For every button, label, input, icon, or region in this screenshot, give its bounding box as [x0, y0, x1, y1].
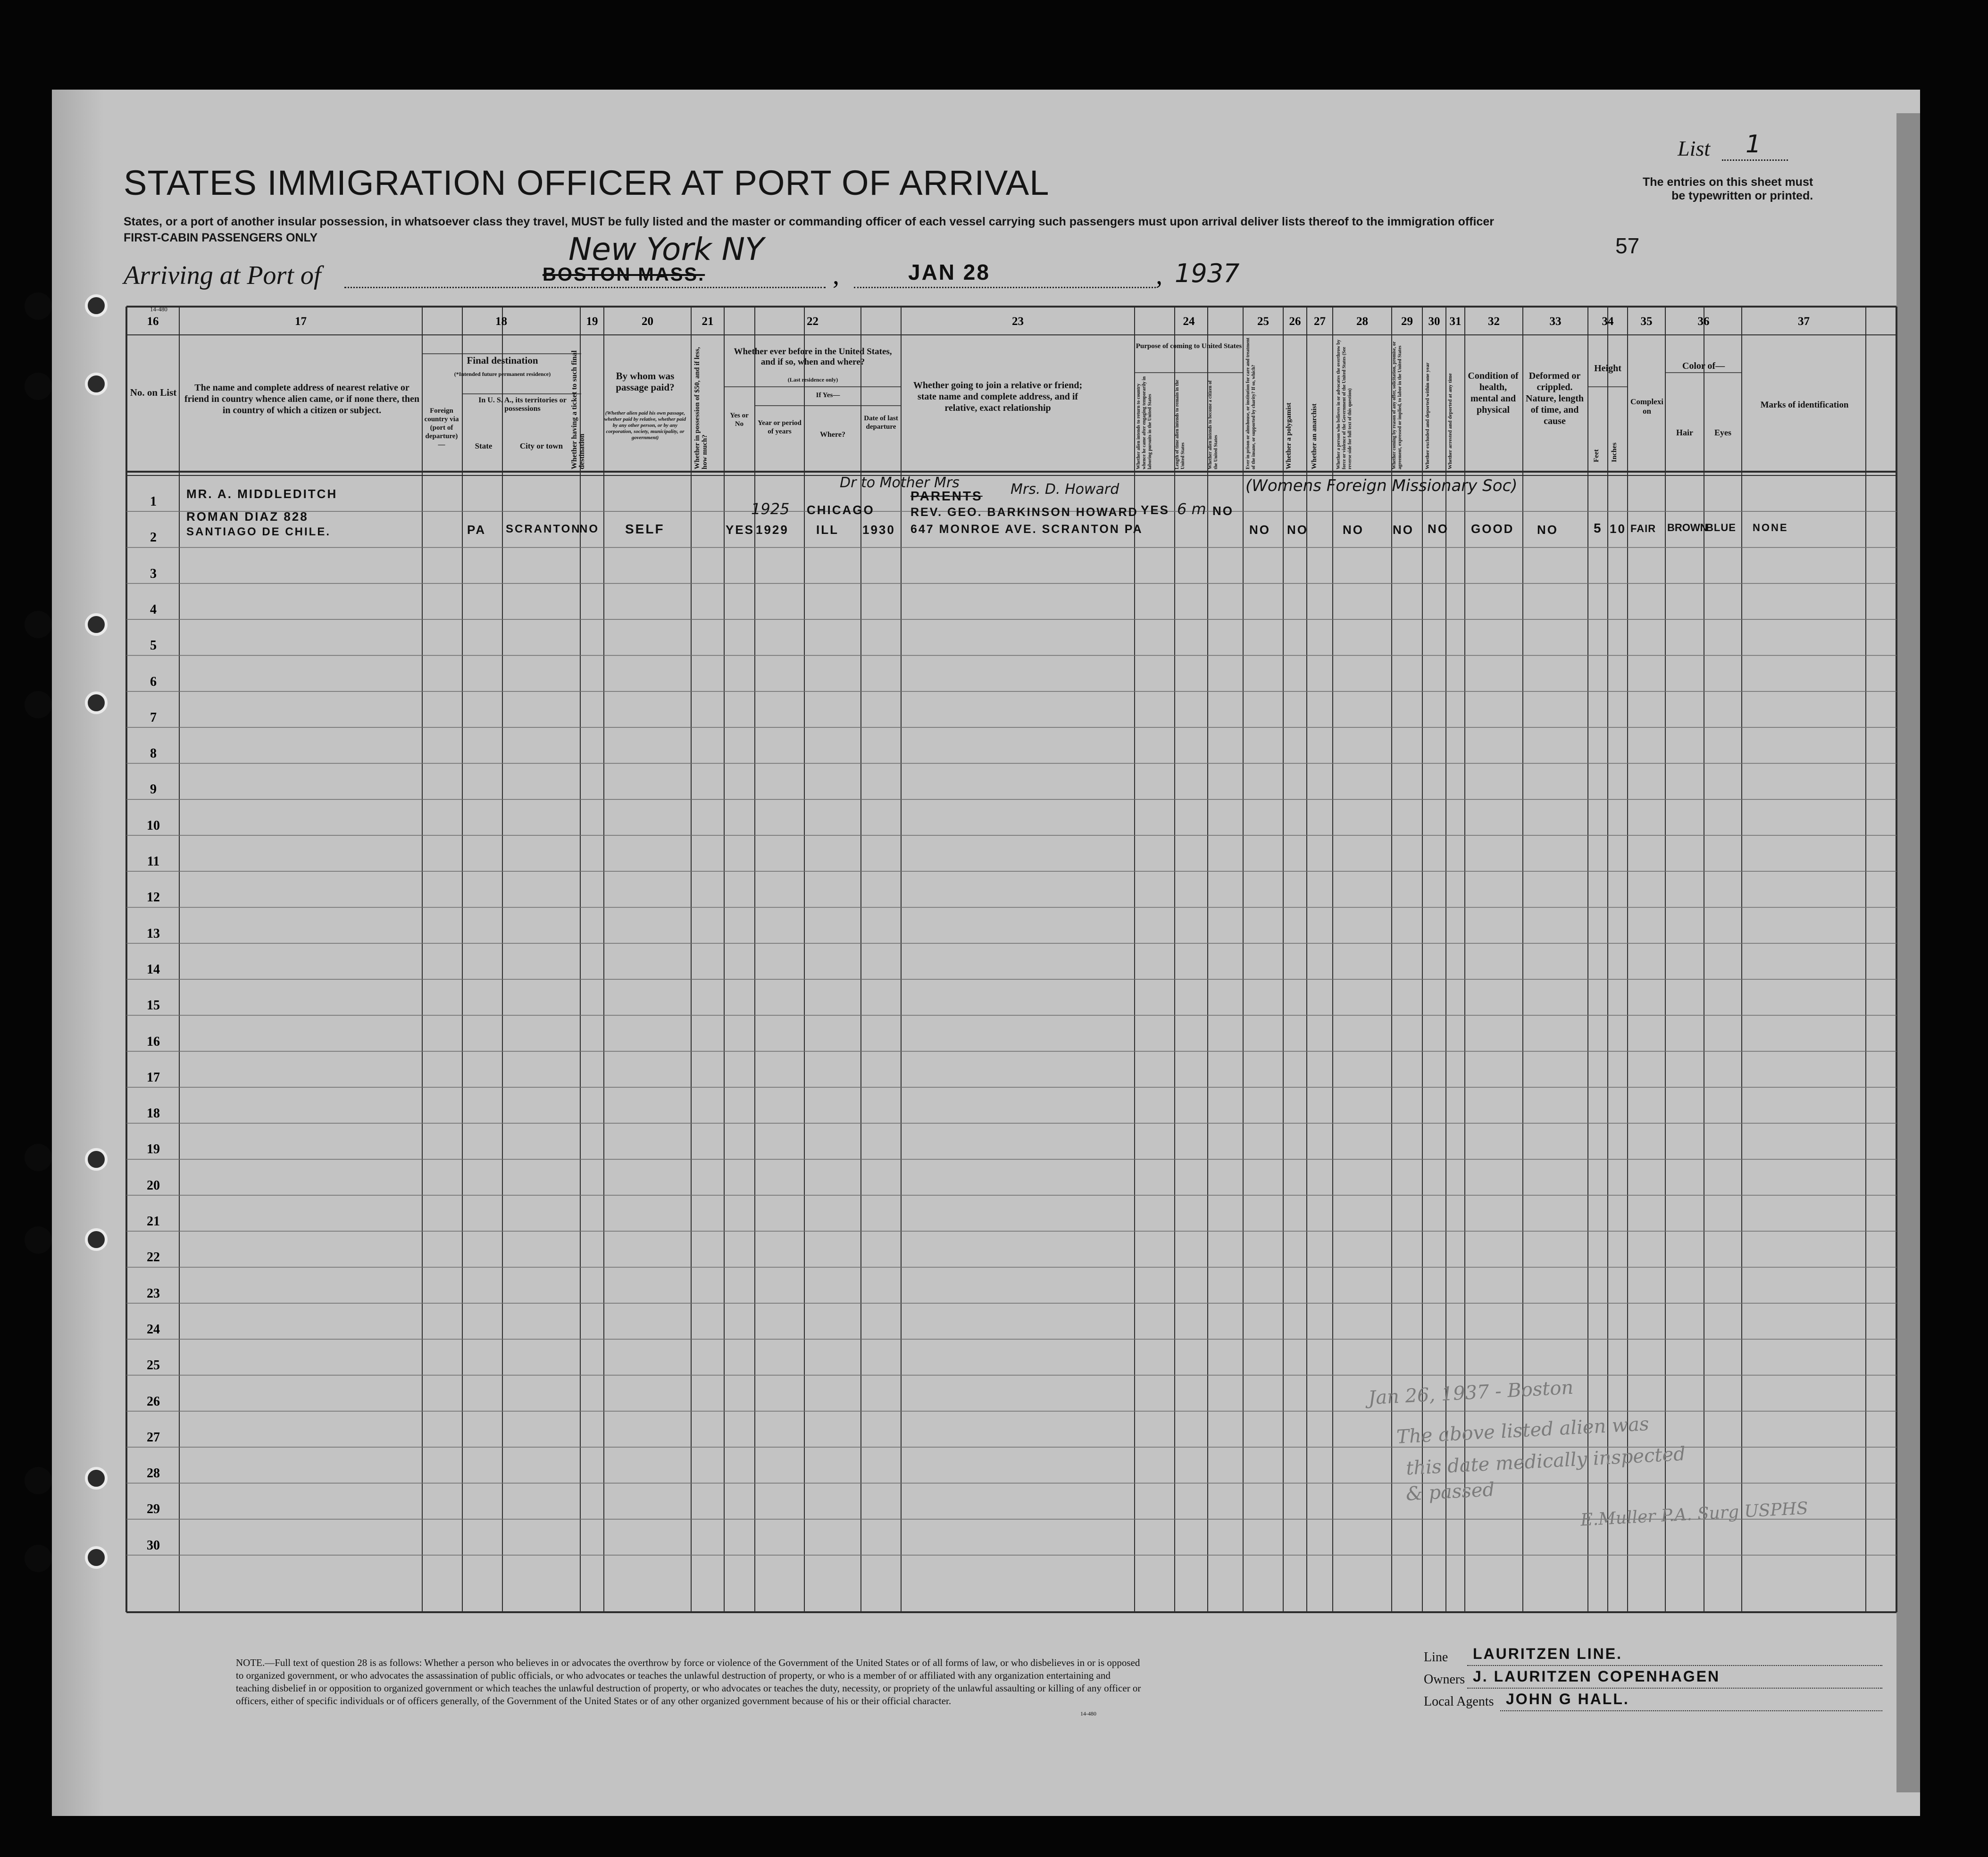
header-hair: Hair	[1676, 428, 1693, 437]
line-value: LAURITZEN LINE.	[1473, 1645, 1622, 1662]
header-nearest-relative: The name and complete address of nearest relative or friend in country whence alien came, or if none there, then in country of which a citizen or subject.	[184, 383, 420, 416]
column-number: 25	[1257, 315, 1269, 328]
dest-state: PA	[467, 523, 486, 537]
eyes-value: BLUE	[1706, 522, 1736, 533]
form-code-top: 14-480	[150, 306, 167, 313]
header-final-destination: Final destination	[467, 355, 538, 366]
port-typed-crossed: BOSTON MASS.	[543, 264, 705, 285]
inspection-line-3: this date medically inspected	[1405, 1443, 1686, 1480]
row-number: 6	[150, 674, 157, 689]
header-inches: Inches	[1611, 442, 1618, 462]
years-first: 1925	[751, 500, 790, 518]
complexion-value: FAIR	[1630, 523, 1656, 534]
header-final-destination-sub: (*Intended future permanent residence)	[454, 371, 551, 377]
join-handwritten: Dr to Mother Mrs	[840, 475, 960, 491]
citizen-value: NO	[1212, 504, 1234, 518]
return-value: YES	[1141, 503, 1170, 517]
year-comma: ,	[1156, 261, 1162, 290]
header-labor: Whether coming by reason of any offer, solicitation, promise, or agreement, expressed or implied, to labor in the United States	[1392, 341, 1403, 469]
instructions-text: States, or a port of another insular possession, in whatsoever class they travel, MUST be fully listed and the master or commanding officer of each vessel carrying such passengers must upon arrival deliver lists thereof to the immigration officer	[124, 215, 1494, 228]
column-number: 37	[1798, 315, 1810, 328]
header-complexion: Complexion	[1630, 397, 1663, 416]
row-number: 1	[150, 494, 157, 509]
row-number: 25	[147, 1358, 160, 1373]
column-number: 24	[1183, 315, 1195, 328]
join-line-3: 647 MONROE AVE. SCRANTON PA	[910, 523, 1143, 536]
header-no-on-list: No. on List	[130, 387, 177, 398]
header-marks: Marks of identification	[1760, 400, 1849, 410]
header-purpose-citizen: Whether alien intends to become a citizen of the United States	[1208, 380, 1219, 469]
column-number: 34	[1602, 315, 1614, 328]
header-anarchist: Whether an anarchist	[1311, 403, 1318, 469]
polygamist-value: NO	[1287, 523, 1308, 537]
header-overthrow: Whether a person who believes in or advocates the overthrow by force or violence of the Government of the United States (See reverse side for full text of this question)	[1336, 340, 1353, 469]
page-title: STATES IMMIGRATION OFFICER AT PORT OF ARRIVAL	[124, 163, 1050, 202]
column-number: 29	[1401, 315, 1413, 328]
header-ever-before-sub: (Last residence only)	[787, 376, 838, 383]
height-feet: 5	[1594, 521, 1603, 535]
entries-note-line2: be typewritten or printed.	[1671, 189, 1813, 202]
header-if-yes: If Yes—	[816, 391, 840, 399]
row-number: 10	[147, 818, 160, 833]
header-join-relative: Whether going to join a relative or friend; state name and complete address, and if relative, exact relationship	[913, 380, 1083, 413]
column-number: 32	[1488, 315, 1500, 328]
overthrow-value: NO	[1343, 523, 1364, 537]
row-number: 19	[147, 1142, 160, 1157]
height-inches: 10	[1610, 522, 1626, 536]
row-number: 2	[150, 530, 157, 545]
agents-underline	[1500, 1710, 1882, 1711]
inspection-line-4: & passed	[1405, 1479, 1495, 1505]
row-number: 3	[150, 566, 157, 581]
row-number: 14	[147, 962, 160, 977]
row-number: 12	[147, 890, 160, 905]
header-passage-paid-sub: (Whether alien paid his own passage, whether paid by relative, whether paid by any other person, or by any corporation, society, municipality, or government)	[604, 410, 686, 441]
line-label: Line	[1424, 1650, 1448, 1665]
column-number: 17	[295, 315, 307, 328]
line-underline	[1467, 1665, 1882, 1666]
port-comma: ,	[833, 261, 839, 290]
row-number: 8	[150, 746, 157, 761]
header-health: Condition of health, mental and physical	[1468, 371, 1519, 415]
header-feet: Feet	[1593, 449, 1600, 462]
agents-value: JOHN G HALL.	[1506, 1690, 1629, 1707]
join-line-2: REV. GEO. BARKINSON HOWARD	[910, 506, 1138, 519]
header-ever-before: Whether ever before in the United States, and if so, when and where?	[734, 347, 892, 367]
prison-value: NO	[1249, 523, 1270, 537]
row-number: 5	[150, 638, 157, 653]
column-number: 30	[1428, 315, 1440, 328]
row-number: 30	[147, 1538, 160, 1553]
owners-label: Owners	[1424, 1672, 1465, 1687]
port-handwritten: New York NY	[568, 231, 764, 267]
row-number: 13	[147, 926, 160, 941]
marks-value: NONE	[1753, 522, 1788, 533]
header-passage-paid: By whom was passage paid?	[616, 370, 675, 393]
health-value: GOOD	[1471, 522, 1514, 536]
excluded-value: NO	[1428, 522, 1449, 536]
header-purpose: Purpose of coming to United States	[1136, 342, 1242, 350]
labor-value: NO	[1393, 523, 1414, 537]
row-number: 27	[147, 1430, 160, 1445]
column-number: 33	[1549, 315, 1562, 328]
where-state: ILL	[816, 523, 839, 537]
column-number: 26	[1289, 315, 1301, 328]
deformed-value: NO	[1537, 523, 1558, 537]
row-number: 24	[147, 1322, 160, 1337]
form-code-bottom: 14-480	[1080, 1710, 1096, 1717]
header-arrested: Whether arrested and deported at any time	[1447, 373, 1453, 469]
column-number: 35	[1640, 315, 1653, 328]
column-number: 21	[702, 315, 714, 328]
row-number: 23	[147, 1286, 160, 1301]
list-number: 1	[1746, 130, 1762, 158]
row-number: 7	[150, 710, 157, 725]
row-number: 22	[147, 1250, 160, 1265]
header-state: State	[475, 441, 493, 450]
header-eyes: Eyes	[1714, 428, 1731, 437]
years-second: 1929	[756, 523, 789, 537]
paid-by-value: SELF	[625, 522, 665, 536]
column-number: 16	[147, 315, 159, 328]
row-number: 16	[147, 1034, 160, 1049]
column-number: 27	[1314, 315, 1326, 328]
cabin-class-label: FIRST-CABIN PASSENGERS ONLY	[124, 231, 318, 244]
inspection-date: Jan 26, 1937 - Boston	[1368, 1376, 1574, 1409]
entries-note-line1: The entries on this sheet must	[1643, 175, 1813, 189]
row-number: 9	[150, 782, 157, 797]
arrival-year: 1937	[1175, 258, 1240, 288]
header-height: Height	[1594, 363, 1621, 374]
inspection-line-2: The above listed alien was	[1396, 1413, 1650, 1448]
header-ticket: Whether having a ticket to such final destination	[570, 350, 586, 469]
last-departure-value: 1930	[862, 523, 895, 537]
column-number: 18	[495, 315, 507, 328]
column-number: 22	[807, 315, 819, 328]
header-where: Where?	[820, 431, 845, 439]
relative-address-1: ROMAN DIAZ 828	[186, 509, 309, 524]
header-last-departure: Date of last departure	[864, 415, 898, 431]
header-year-period: Year or period of years	[758, 419, 802, 435]
header-polygamist: Whether a polygamist	[1285, 402, 1293, 469]
header-yes-no: Yes or No	[730, 412, 749, 428]
dest-city: SCRANTON	[506, 523, 581, 535]
hair-value: BROWN	[1667, 522, 1708, 533]
row-number: 17	[147, 1070, 160, 1085]
header-fifty-dollars: Whether in possession of $50, and if less, how much?	[693, 347, 709, 469]
owners-underline	[1467, 1688, 1882, 1689]
header-foreign-country: Foreign country via (port of departure)—	[424, 407, 459, 449]
row-number: 26	[147, 1394, 160, 1409]
join-parents: PARENTS	[910, 489, 983, 503]
column-number: 36	[1697, 315, 1710, 328]
row-number: 28	[147, 1466, 160, 1481]
row-number: 21	[147, 1214, 160, 1229]
header-city: City or town	[519, 441, 563, 450]
footer-note: NOTE.—Full text of question 28 is as follows: Whether a person who believes in or advocates the overthrow by force or violence of the Government of the United States or of all forms of law, or who disbelieves in or is opposed to organized government, or who advocates the assassination of public officials, or who advocates or teaches the unlawful destruction of property, or who is a member of or affiliated with any organization entertaining and teaching disbelief in or opposition to organized government or which teaches the unlawful destruction of property, or who advocates or teaches the duty, necessity, or propriety of the unlawful assaulting or killing of any officer or officers, either of specific individuals or of officers generally, of the Government of the United States or of any other organized government because of his or their official character.	[236, 1657, 1141, 1707]
list-label: List	[1678, 136, 1711, 160]
header-excluded: Whether excluded and deported within one year	[1425, 362, 1430, 469]
arriving-label: Arriving at Port of	[124, 261, 321, 290]
arrival-date: JAN 28	[908, 260, 990, 284]
row-number: 11	[147, 854, 160, 869]
agents-label: Local Agents	[1424, 1694, 1494, 1709]
row-number: 20	[147, 1178, 160, 1193]
row-number: 18	[147, 1106, 160, 1121]
header-prison: Ever in prison or almshouse, or institution for care and treatment of the insane, or supported by charity? If so, which?	[1245, 337, 1256, 469]
inspection-signature: E.Muller P.A. Surg USPHS	[1580, 1499, 1809, 1530]
sheet-number: 57	[1615, 233, 1640, 258]
relative-name: MR. A. MIDDLEDITCH	[186, 487, 338, 501]
relative-address-2: SANTIAGO DE CHILE.	[186, 525, 331, 538]
been-before-value: YES	[726, 523, 755, 537]
column-number: 31	[1449, 315, 1462, 328]
column-number: 28	[1356, 315, 1368, 328]
column-number: 23	[1012, 315, 1024, 328]
header-purpose-length: Length of time alien intends to remain in the United States	[1175, 380, 1186, 469]
column-number: 19	[586, 315, 598, 328]
row-number: 15	[147, 998, 160, 1013]
header-in-usa: In U. S. A., its territories or possessions	[478, 396, 567, 413]
column-number: 20	[642, 315, 653, 328]
header-purpose-return: Whether alien intends to return to country whence he came after engaging temporarily in laboring pursuits in the United States	[1136, 376, 1153, 469]
header-color: Color of—	[1682, 361, 1725, 371]
row-number: 4	[150, 602, 157, 617]
row-number: 29	[147, 1502, 160, 1517]
where-city: CHICAGO	[807, 503, 875, 517]
purpose-handwritten: (Womens Foreign Missionary Soc)	[1245, 476, 1518, 495]
header-deformed: Deformed or crippled. Nature, length of time, and cause	[1526, 371, 1584, 426]
owners-value: J. LAURITZEN COPENHAGEN	[1473, 1668, 1721, 1685]
join-handwritten-2: Mrs. D. Howard	[1011, 481, 1119, 498]
length-value: 6 m	[1177, 500, 1206, 518]
ticket-value: NO	[579, 523, 599, 535]
